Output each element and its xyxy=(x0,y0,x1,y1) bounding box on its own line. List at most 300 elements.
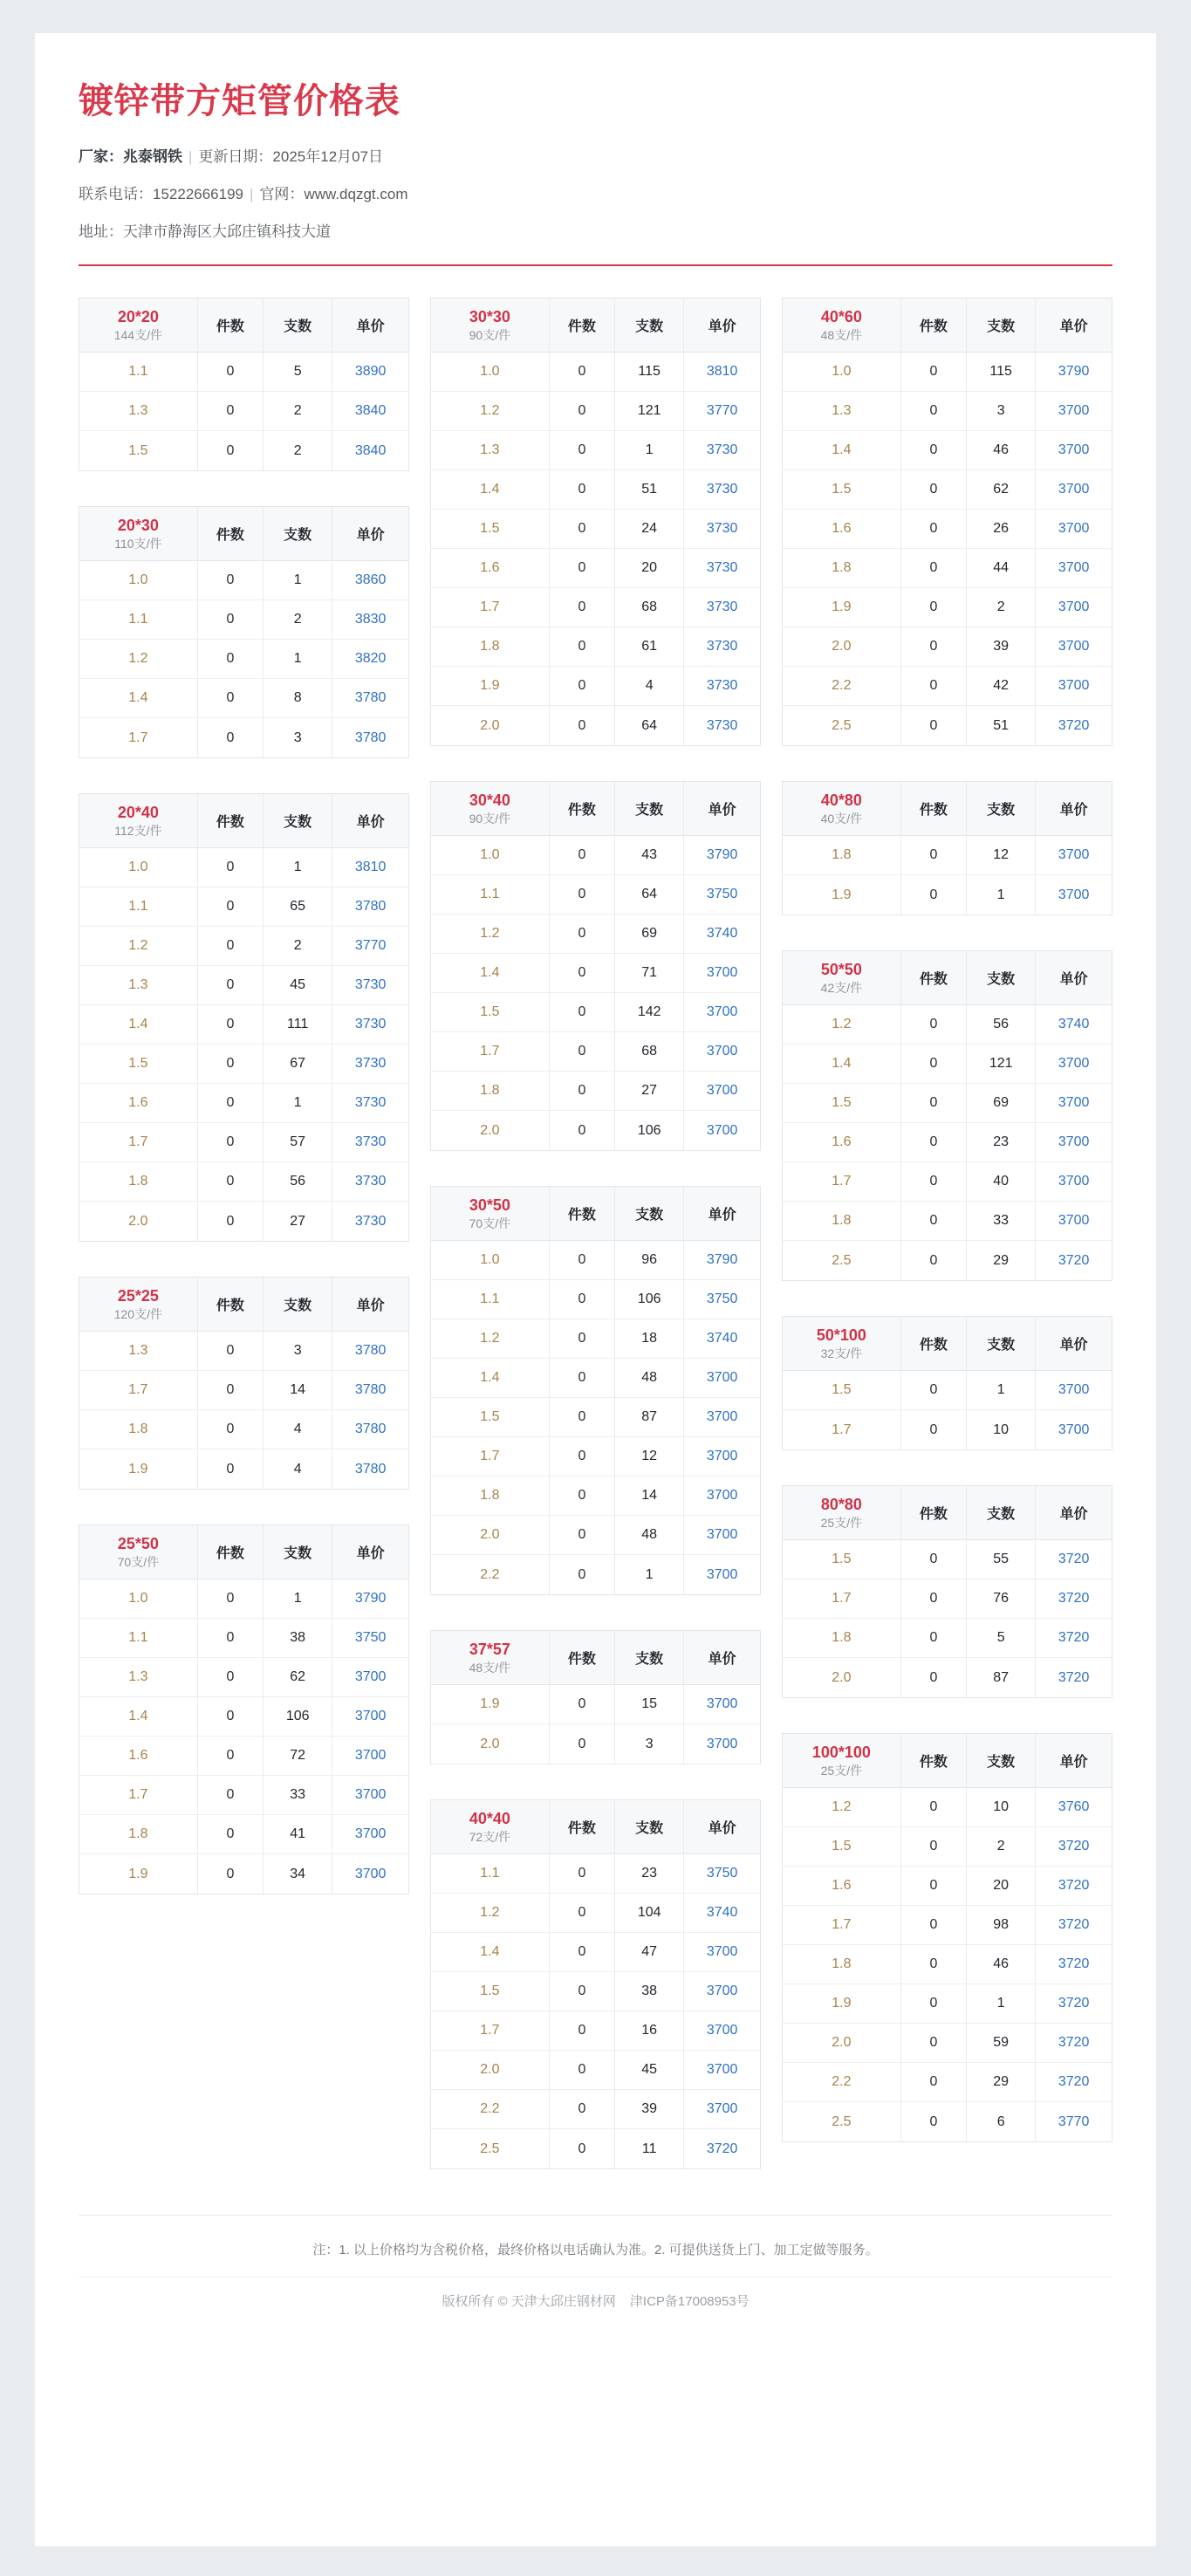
thickness-cell: 1.1 xyxy=(431,875,550,915)
pieces-header: 件数 xyxy=(901,1486,967,1540)
price-sheet xyxy=(35,33,1156,2546)
pieces-cell: 0 xyxy=(198,353,264,392)
meta-manufacturer xyxy=(79,147,1112,168)
price-table-80x80 xyxy=(782,1485,1112,1698)
sticks-cell: 2 xyxy=(264,392,332,431)
website-value[interactable]: www.dqzgt.com xyxy=(304,185,408,202)
table-row xyxy=(79,600,408,640)
thickness-cell: 1.3 xyxy=(783,392,901,431)
table-row xyxy=(79,1815,408,1854)
sticks-cell: 5 xyxy=(264,353,332,392)
table-row xyxy=(431,915,760,954)
spec-pack-count: 70支/件 xyxy=(117,1555,160,1570)
table-row xyxy=(431,1359,760,1398)
pieces-cell: 0 xyxy=(550,1280,615,1319)
price-table-40x60 xyxy=(782,298,1112,746)
table-row xyxy=(783,588,1112,627)
table-row xyxy=(783,836,1112,875)
thickness-cell: 1.8 xyxy=(79,1815,198,1854)
thickness-cell: 1.7 xyxy=(431,2011,550,2051)
thickness-cell: 1.8 xyxy=(783,1619,901,1658)
spec-header-cell xyxy=(79,1278,198,1332)
pieces-cell: 0 xyxy=(198,600,264,640)
sticks-cell: 3 xyxy=(264,718,332,757)
sticks-cell: 4 xyxy=(615,667,684,706)
thickness-cell: 1.9 xyxy=(783,588,901,627)
price-table-50x50 xyxy=(782,950,1112,1281)
thickness-cell: 1.6 xyxy=(431,549,550,588)
table-row xyxy=(431,1854,760,1894)
table-row xyxy=(79,1619,408,1658)
price-cell: 3720 xyxy=(1036,2063,1112,2102)
table-row xyxy=(79,1371,408,1410)
pieces-cell: 0 xyxy=(198,1005,264,1045)
spec-size: 25*25 xyxy=(117,1286,159,1305)
price-cell: 3700 xyxy=(684,2051,760,2090)
update-label: 更新日期： xyxy=(198,148,273,165)
pieces-cell: 0 xyxy=(550,1359,615,1398)
price-header: 单价 xyxy=(684,782,760,836)
manufacturer-label: 厂家： xyxy=(79,148,123,165)
spec-pack-count: 110支/件 xyxy=(114,537,162,552)
sticks-cell: 67 xyxy=(264,1045,332,1084)
price-header: 单价 xyxy=(332,794,408,848)
sticks-cell: 27 xyxy=(264,1202,332,1241)
sticks-header: 支数 xyxy=(967,1734,1036,1788)
spec-pack-count: 42支/件 xyxy=(820,981,863,996)
pieces-cell: 0 xyxy=(550,667,615,706)
pieces-cell: 0 xyxy=(901,1410,967,1449)
pieces-cell: 0 xyxy=(550,1032,615,1072)
spec-pack-count: 120支/件 xyxy=(113,1307,162,1322)
table-row xyxy=(431,392,760,431)
table-row xyxy=(431,431,760,470)
spec-header-cell xyxy=(79,1525,198,1579)
price-table-50x100 xyxy=(782,1316,1112,1450)
price-cell: 3730 xyxy=(332,1084,408,1123)
sticks-header: 支数 xyxy=(967,1486,1036,1540)
pieces-cell: 0 xyxy=(901,549,967,588)
pieces-cell: 0 xyxy=(901,1658,967,1697)
price-cell: 3780 xyxy=(332,1332,408,1371)
sticks-cell: 1 xyxy=(264,640,332,679)
pieces-cell: 0 xyxy=(198,1332,264,1371)
thickness-cell: 1.8 xyxy=(79,1410,198,1449)
spec-size: 30*30 xyxy=(469,307,510,325)
price-cell: 3730 xyxy=(684,588,760,627)
price-cell: 3750 xyxy=(684,875,760,915)
sticks-cell: 115 xyxy=(967,353,1036,392)
pieces-cell: 0 xyxy=(198,1737,264,1776)
price-cell: 3720 xyxy=(1036,1540,1112,1579)
price-cell: 3700 xyxy=(684,2011,760,2051)
spec-size: 50*100 xyxy=(816,1326,866,1344)
price-cell: 3780 xyxy=(332,1410,408,1449)
sticks-header: 支数 xyxy=(615,1187,684,1241)
price-cell: 3700 xyxy=(684,1072,760,1111)
pieces-header: 件数 xyxy=(198,794,264,848)
sticks-cell: 45 xyxy=(615,2051,684,2090)
thickness-cell: 1.0 xyxy=(79,1579,198,1619)
price-cell: 3770 xyxy=(1058,2114,1090,2129)
table-row xyxy=(79,1854,408,1894)
thickness-cell: 2.0 xyxy=(431,1724,550,1764)
table-row xyxy=(431,1241,760,1280)
table-row xyxy=(431,1280,760,1319)
pieces-cell: 0 xyxy=(198,1697,264,1737)
thickness-cell: 1.4 xyxy=(79,679,198,718)
sticks-cell: 45 xyxy=(264,966,332,1005)
pieces-cell: 0 xyxy=(550,1933,615,1972)
sticks-cell: 48 xyxy=(615,1516,684,1555)
thickness-cell: 1.8 xyxy=(431,627,550,667)
pieces-cell: 0 xyxy=(198,1202,264,1241)
price-cell: 3700 xyxy=(1036,1084,1112,1123)
sticks-cell: 62 xyxy=(967,470,1036,510)
sticks-cell: 61 xyxy=(615,627,684,667)
sticks-cell: 3 xyxy=(615,1724,684,1764)
pieces-cell: 0 xyxy=(901,706,967,745)
sticks-cell: 39 xyxy=(967,627,1036,667)
pieces-header: 件数 xyxy=(198,507,264,561)
price-cell: 3700 xyxy=(354,1866,387,1881)
thickness-cell: 1.2 xyxy=(431,392,550,431)
sticks-cell: 2 xyxy=(967,588,1036,627)
table-row xyxy=(783,875,1112,915)
table-row xyxy=(783,1906,1112,1945)
sticks-cell: 106 xyxy=(615,1111,684,1150)
price-cell: 3700 xyxy=(1036,588,1112,627)
thickness-cell: 1.8 xyxy=(783,1202,901,1241)
pieces-cell: 0 xyxy=(901,392,967,431)
price-header: 单价 xyxy=(332,1278,408,1332)
price-table-25x50 xyxy=(79,1524,409,1894)
table-header-row xyxy=(783,298,1112,353)
thickness-cell: 1.6 xyxy=(783,1867,901,1906)
thickness-cell: 1.0 xyxy=(79,848,198,887)
pieces-cell: 0 xyxy=(550,954,615,993)
table-row xyxy=(431,2090,760,2129)
price-cell: 3820 xyxy=(332,640,408,679)
price-cell: 3700 xyxy=(706,1736,738,1751)
thickness-cell: 1.4 xyxy=(783,431,901,470)
pieces-cell: 0 xyxy=(198,640,264,679)
thickness-cell: 1.6 xyxy=(783,510,901,549)
table-row xyxy=(431,1476,760,1516)
table-row xyxy=(431,1032,760,1072)
thickness-cell: 1.1 xyxy=(79,600,198,640)
pieces-cell: 0 xyxy=(550,1241,615,1280)
sticks-cell: 33 xyxy=(967,1202,1036,1241)
sticks-cell: 15 xyxy=(615,1685,684,1724)
pieces-cell: 0 xyxy=(901,1788,967,1827)
pieces-header: 件数 xyxy=(901,951,967,1005)
pieces-cell: 0 xyxy=(198,718,264,757)
pieces-cell: 0 xyxy=(550,1894,615,1933)
price-cell: 3720 xyxy=(1036,1945,1112,1984)
table-row xyxy=(431,588,760,627)
pieces-cell: 0 xyxy=(550,1437,615,1476)
table-row xyxy=(783,1162,1112,1202)
thickness-cell: 2.0 xyxy=(79,1202,198,1241)
pieces-cell: 0 xyxy=(198,431,264,470)
table-row xyxy=(431,1724,760,1764)
price-table-30x30 xyxy=(430,298,761,746)
price-cell: 3700 xyxy=(1036,1202,1112,1241)
thickness-cell: 1.6 xyxy=(783,1123,901,1162)
pieces-cell: 0 xyxy=(550,392,615,431)
price-header: 单价 xyxy=(684,1631,760,1685)
pieces-cell: 0 xyxy=(550,1476,615,1516)
tables-columns xyxy=(79,266,1112,2204)
thickness-cell: 1.9 xyxy=(79,1854,198,1894)
pieces-header: 件数 xyxy=(198,1525,264,1579)
pieces-cell: 0 xyxy=(550,353,615,392)
thickness-cell: 1.1 xyxy=(431,1280,550,1319)
table-row xyxy=(783,2063,1112,2102)
sticks-cell: 1 xyxy=(264,561,332,600)
sticks-cell: 27 xyxy=(615,1072,684,1111)
thickness-cell: 1.4 xyxy=(431,1359,550,1398)
thickness-cell: 1.5 xyxy=(783,1827,901,1867)
spec-header-cell xyxy=(79,794,198,848)
pieces-cell: 0 xyxy=(901,353,967,392)
thickness-cell: 1.0 xyxy=(431,836,550,875)
price-cell: 3700 xyxy=(1036,1123,1112,1162)
pieces-header: 件数 xyxy=(198,298,264,353)
price-cell: 3700 xyxy=(684,1359,760,1398)
spec-pack-count: 25支/件 xyxy=(820,1516,863,1531)
sticks-cell: 76 xyxy=(967,1579,1036,1619)
spec-pack-count: 112支/件 xyxy=(114,824,162,839)
table-row xyxy=(783,1084,1112,1123)
price-table-30x40 xyxy=(430,781,761,1151)
table-header-row xyxy=(783,1317,1112,1371)
thickness-cell: 1.6 xyxy=(79,1737,198,1776)
thickness-cell: 1.7 xyxy=(431,588,550,627)
sticks-header: 支数 xyxy=(615,1800,684,1854)
spec-size: 50*50 xyxy=(820,960,862,978)
table-row xyxy=(431,510,760,549)
price-header: 单价 xyxy=(332,298,408,353)
table-row xyxy=(783,470,1112,510)
thickness-cell: 1.8 xyxy=(79,1162,198,1202)
pieces-cell: 0 xyxy=(550,915,615,954)
table-row xyxy=(79,966,408,1005)
price-cell: 3790 xyxy=(684,836,760,875)
sticks-header: 支数 xyxy=(615,782,684,836)
spec-size: 20*40 xyxy=(117,803,159,821)
thickness-cell: 2.0 xyxy=(431,1111,550,1150)
pieces-cell: 0 xyxy=(550,1111,615,1150)
table-row xyxy=(79,1449,408,1489)
table-row xyxy=(79,1202,408,1241)
table-row xyxy=(431,353,760,392)
thickness-cell: 1.5 xyxy=(783,1371,901,1410)
sticks-header: 支数 xyxy=(615,1631,684,1685)
pieces-cell: 0 xyxy=(550,627,615,667)
table-row xyxy=(783,1827,1112,1867)
price-cell: 3720 xyxy=(1036,1906,1112,1945)
pieces-cell: 0 xyxy=(198,1815,264,1854)
sticks-cell: 121 xyxy=(615,392,684,431)
table-row xyxy=(783,1005,1112,1045)
pieces-header: 件数 xyxy=(198,1278,264,1332)
pieces-cell: 0 xyxy=(901,1162,967,1202)
thickness-cell: 1.8 xyxy=(431,1476,550,1516)
table-header-row xyxy=(79,1278,408,1332)
price-header: 单价 xyxy=(1036,782,1112,836)
thickness-cell: 2.0 xyxy=(783,1658,901,1697)
pieces-cell: 0 xyxy=(550,1854,615,1894)
spec-size: 37*57 xyxy=(469,1640,510,1658)
price-cell: 3780 xyxy=(354,730,387,745)
thickness-cell: 1.3 xyxy=(431,431,550,470)
website-label: 官网： xyxy=(259,185,305,202)
table-row xyxy=(431,667,760,706)
price-cell: 3780 xyxy=(354,1461,387,1476)
spec-size: 25*50 xyxy=(117,1534,159,1552)
pieces-cell: 0 xyxy=(550,1685,615,1724)
pieces-cell: 0 xyxy=(901,2024,967,2063)
spec-header-cell xyxy=(431,782,550,836)
price-cell: 3730 xyxy=(684,470,760,510)
pieces-header: 件数 xyxy=(901,782,967,836)
pieces-cell: 0 xyxy=(550,1319,615,1359)
table-row xyxy=(431,706,760,745)
price-header: 单价 xyxy=(1036,1317,1112,1371)
pieces-cell: 0 xyxy=(901,510,967,549)
sticks-header: 支数 xyxy=(264,507,332,561)
price-cell: 3780 xyxy=(332,887,408,927)
price-cell: 3700 xyxy=(1036,392,1112,431)
meta-separator: | xyxy=(188,148,193,165)
table-row xyxy=(79,1332,408,1371)
price-cell: 3730 xyxy=(332,1162,408,1202)
table-row xyxy=(783,1945,1112,1984)
table-row xyxy=(431,1685,760,1724)
table-row xyxy=(79,679,408,718)
icp-number: 津ICP备17008953号 xyxy=(629,2294,750,2310)
spec-header-cell xyxy=(783,1317,901,1371)
thickness-cell: 1.7 xyxy=(79,718,198,757)
thickness-cell: 1.9 xyxy=(783,1984,901,2024)
sticks-cell: 3 xyxy=(967,392,1036,431)
price-cell: 3730 xyxy=(332,1005,408,1045)
table-header-row xyxy=(79,507,408,561)
pieces-header: 件数 xyxy=(901,298,967,353)
table-row xyxy=(431,1933,760,1972)
table-row xyxy=(431,1555,760,1594)
pieces-header: 件数 xyxy=(550,1631,615,1685)
sticks-cell: 68 xyxy=(615,588,684,627)
sticks-cell: 34 xyxy=(264,1854,332,1894)
pieces-cell: 0 xyxy=(198,679,264,718)
pieces-cell: 0 xyxy=(550,1972,615,2011)
table-row xyxy=(431,2051,760,2090)
pieces-cell: 0 xyxy=(901,2102,967,2141)
pieces-cell: 0 xyxy=(901,1579,967,1619)
price-cell: 3720 xyxy=(1058,717,1090,733)
thickness-cell: 2.2 xyxy=(783,2063,901,2102)
price-cell: 3720 xyxy=(1036,1827,1112,1867)
table-row xyxy=(79,848,408,887)
price-cell: 3700 xyxy=(706,1122,738,1138)
thickness-cell: 1.5 xyxy=(783,470,901,510)
thickness-cell: 1.5 xyxy=(79,431,198,470)
sticks-cell: 5 xyxy=(967,1619,1036,1658)
table-row xyxy=(783,1241,1112,1280)
table-row xyxy=(783,627,1112,667)
price-cell: 3700 xyxy=(332,1697,408,1737)
pieces-cell: 0 xyxy=(901,431,967,470)
thickness-cell: 1.7 xyxy=(783,1579,901,1619)
pieces-cell: 0 xyxy=(901,1906,967,1945)
table-row xyxy=(79,640,408,679)
pieces-cell: 0 xyxy=(901,1619,967,1658)
price-table-37x57 xyxy=(430,1630,761,1764)
pieces-cell: 0 xyxy=(198,1658,264,1697)
pieces-cell: 0 xyxy=(901,875,967,915)
footer-copyright xyxy=(79,2277,1112,2310)
price-header: 单价 xyxy=(1036,951,1112,1005)
spec-size: 20*20 xyxy=(117,307,159,325)
price-cell: 3720 xyxy=(1036,2024,1112,2063)
sticks-cell: 96 xyxy=(615,1241,684,1280)
table-row xyxy=(783,392,1112,431)
price-cell: 3700 xyxy=(1036,549,1112,588)
page-title: 镀锌带方矩管价格表 xyxy=(79,82,400,120)
pieces-cell: 0 xyxy=(550,549,615,588)
pieces-cell: 0 xyxy=(198,966,264,1005)
table-header-row xyxy=(431,1631,760,1685)
table-column-1 xyxy=(79,298,409,1929)
sticks-cell: 14 xyxy=(264,1371,332,1410)
table-row xyxy=(79,392,408,431)
price-cell: 3860 xyxy=(332,561,408,600)
table-row xyxy=(431,1894,760,1933)
spec-size: 40*80 xyxy=(820,791,862,809)
thickness-cell: 1.7 xyxy=(783,1410,901,1449)
spec-pack-count: 72支/件 xyxy=(469,1830,511,1845)
sticks-header: 支数 xyxy=(967,782,1036,836)
thickness-cell: 1.2 xyxy=(79,927,198,966)
thickness-cell: 1.0 xyxy=(79,561,198,600)
price-cell: 3770 xyxy=(332,927,408,966)
thickness-cell: 1.5 xyxy=(783,1084,901,1123)
table-row xyxy=(431,549,760,588)
table-row xyxy=(79,1123,408,1162)
table-row xyxy=(431,954,760,993)
pieces-cell: 0 xyxy=(550,1555,615,1594)
price-header: 单价 xyxy=(1036,1486,1112,1540)
thickness-cell: 1.5 xyxy=(431,993,550,1032)
pieces-cell: 0 xyxy=(198,1162,264,1202)
sticks-cell: 44 xyxy=(967,549,1036,588)
sticks-cell: 56 xyxy=(967,1005,1036,1045)
table-row xyxy=(431,1072,760,1111)
sticks-cell: 29 xyxy=(967,1241,1036,1280)
table-row xyxy=(79,1045,408,1084)
table-row xyxy=(783,667,1112,706)
sticks-cell: 3 xyxy=(264,1332,332,1371)
pieces-cell: 0 xyxy=(901,836,967,875)
sticks-cell: 87 xyxy=(967,1658,1036,1697)
table-header-row xyxy=(79,794,408,848)
price-cell: 3700 xyxy=(684,993,760,1032)
thickness-cell: 1.2 xyxy=(783,1005,901,1045)
sticks-header: 支数 xyxy=(615,298,684,353)
